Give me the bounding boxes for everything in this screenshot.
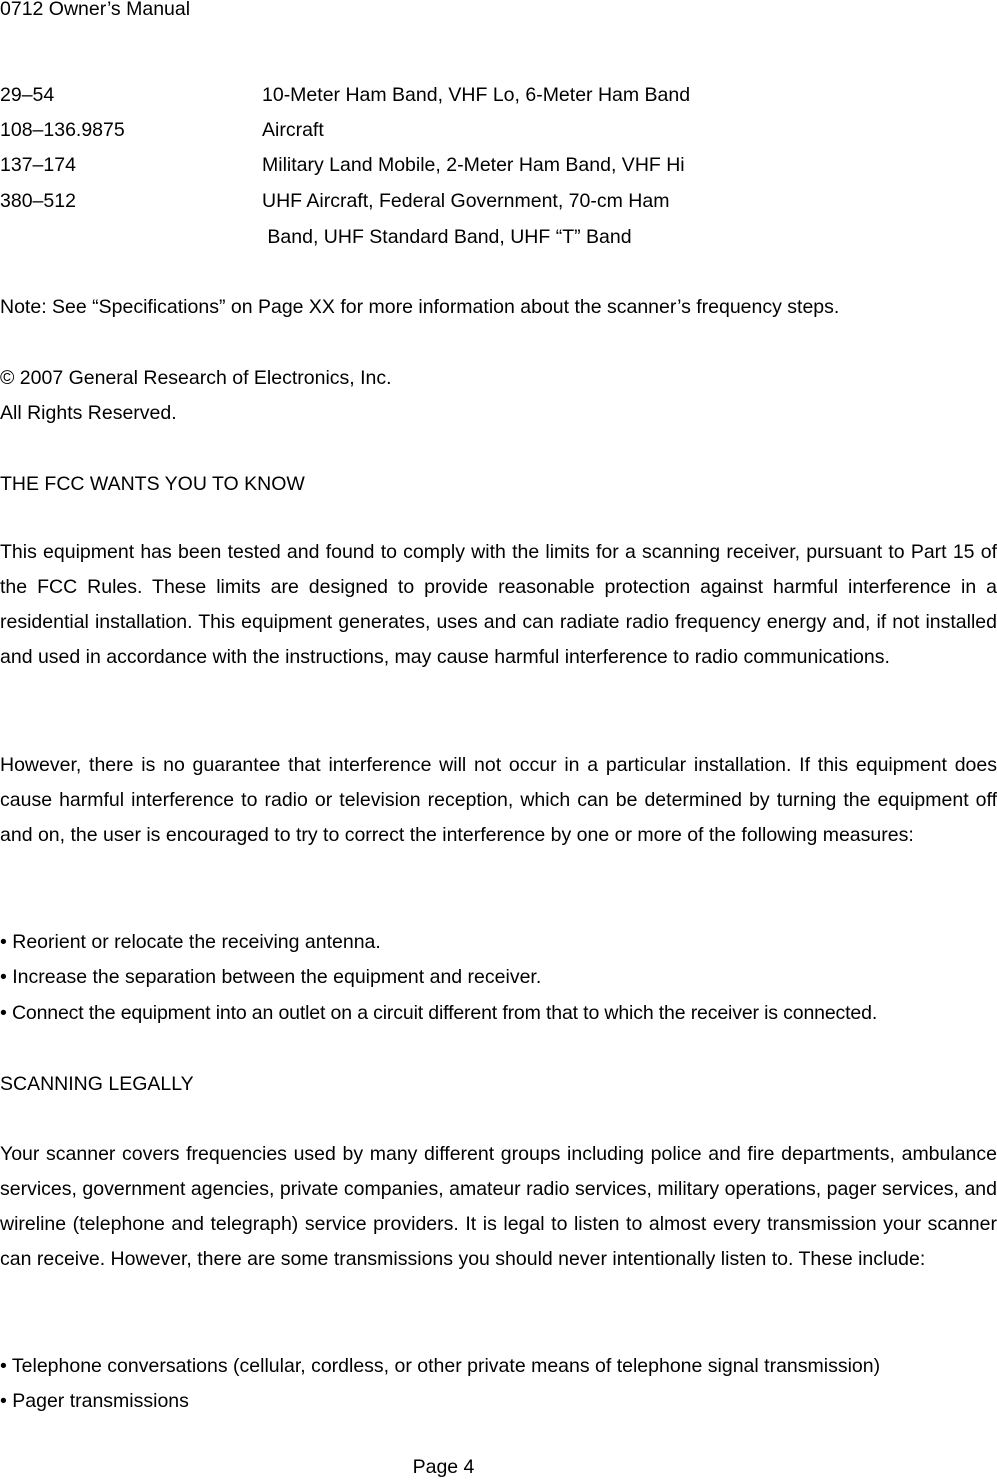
frequency-description: 10-Meter Ham Band, VHF Lo, 6-Meter Ham Band — [262, 84, 691, 106]
scanning-bullet-item: • Telephone conversations (cellular, cordless, or other private means of telephone signal transmission) — [0, 1355, 881, 1377]
fcc-paragraph-2: However, there is no guarantee that interference will not occur in a particular installation. If this equipment does cause harmful interference to radio or television reception, which can be determined by turning the equipment off and on, the user is encouraged to try to correct the interference by one or more of the following measures: — [0, 754, 997, 846]
copyright-line: © 2007 General Research of Electronics, Inc. — [0, 367, 392, 389]
page-header-title: 0712 Owner’s Manual — [0, 0, 191, 20]
frequency-row — [0, 226, 997, 256]
scanning-paragraph: Your scanner covers frequencies used by many different groups including police and fire departments, ambulance services, government agencies, private companies, amateur radio services, military operations, pager services, and wireline (telephone and telegraph) service providers. It is legal to listen to almost every transmission your scanner can receive. However, there are some transmissions you should never intentionally listen to. These include: — [0, 1143, 997, 1270]
frequency-range: 380–512 — [0, 190, 76, 212]
frequency-row — [0, 119, 997, 149]
fcc-bullet-item: • Connect the equipment into an outlet on a circuit different from that to which the receiver is connected. — [0, 1002, 878, 1024]
frequency-row — [0, 190, 997, 220]
frequency-range: 29–54 — [0, 84, 55, 106]
frequency-description: UHF Aircraft, Federal Government, 70-cm Ham — [262, 190, 670, 212]
frequency-row — [0, 154, 997, 184]
fcc-paragraph-1: This equipment has been tested and found to comply with the limits for a scanning receiver, pursuant to Part 15 of the FCC Rules. These limits are designed to provide reasonable protection against harmful interference in a residential installation. This equipment generates, uses and can radiate radio frequency energy and, if not installed and used in accordance with the instructions, may cause harmful interference to radio communications. — [0, 541, 997, 668]
frequency-range: 108–136.9875 — [0, 119, 125, 141]
scanning-heading: SCANNING LEGALLY — [0, 1073, 194, 1095]
fcc-heading: THE FCC WANTS YOU TO KNOW — [0, 473, 305, 495]
page-number: Page 4 — [412, 1456, 475, 1478]
fcc-bullet-item: • Reorient or relocate the receiving antenna. — [0, 931, 381, 953]
frequency-row — [0, 84, 997, 114]
scanning-bullet-item: • Pager transmissions — [0, 1390, 189, 1412]
frequency-note: Note: See “Specifications” on Page XX for more information about the scanner’s frequency steps. — [0, 296, 840, 318]
frequency-description: Band, UHF Standard Band, UHF “T” Band — [262, 226, 632, 248]
frequency-description: Military Land Mobile, 2-Meter Ham Band, VHF Hi — [262, 154, 685, 176]
frequency-range: 137–174 — [0, 154, 76, 176]
frequency-description: Aircraft — [262, 119, 324, 141]
rights-reserved-line: All Rights Reserved. — [0, 402, 177, 424]
fcc-bullet-item: • Increase the separation between the equipment and receiver. — [0, 966, 542, 988]
